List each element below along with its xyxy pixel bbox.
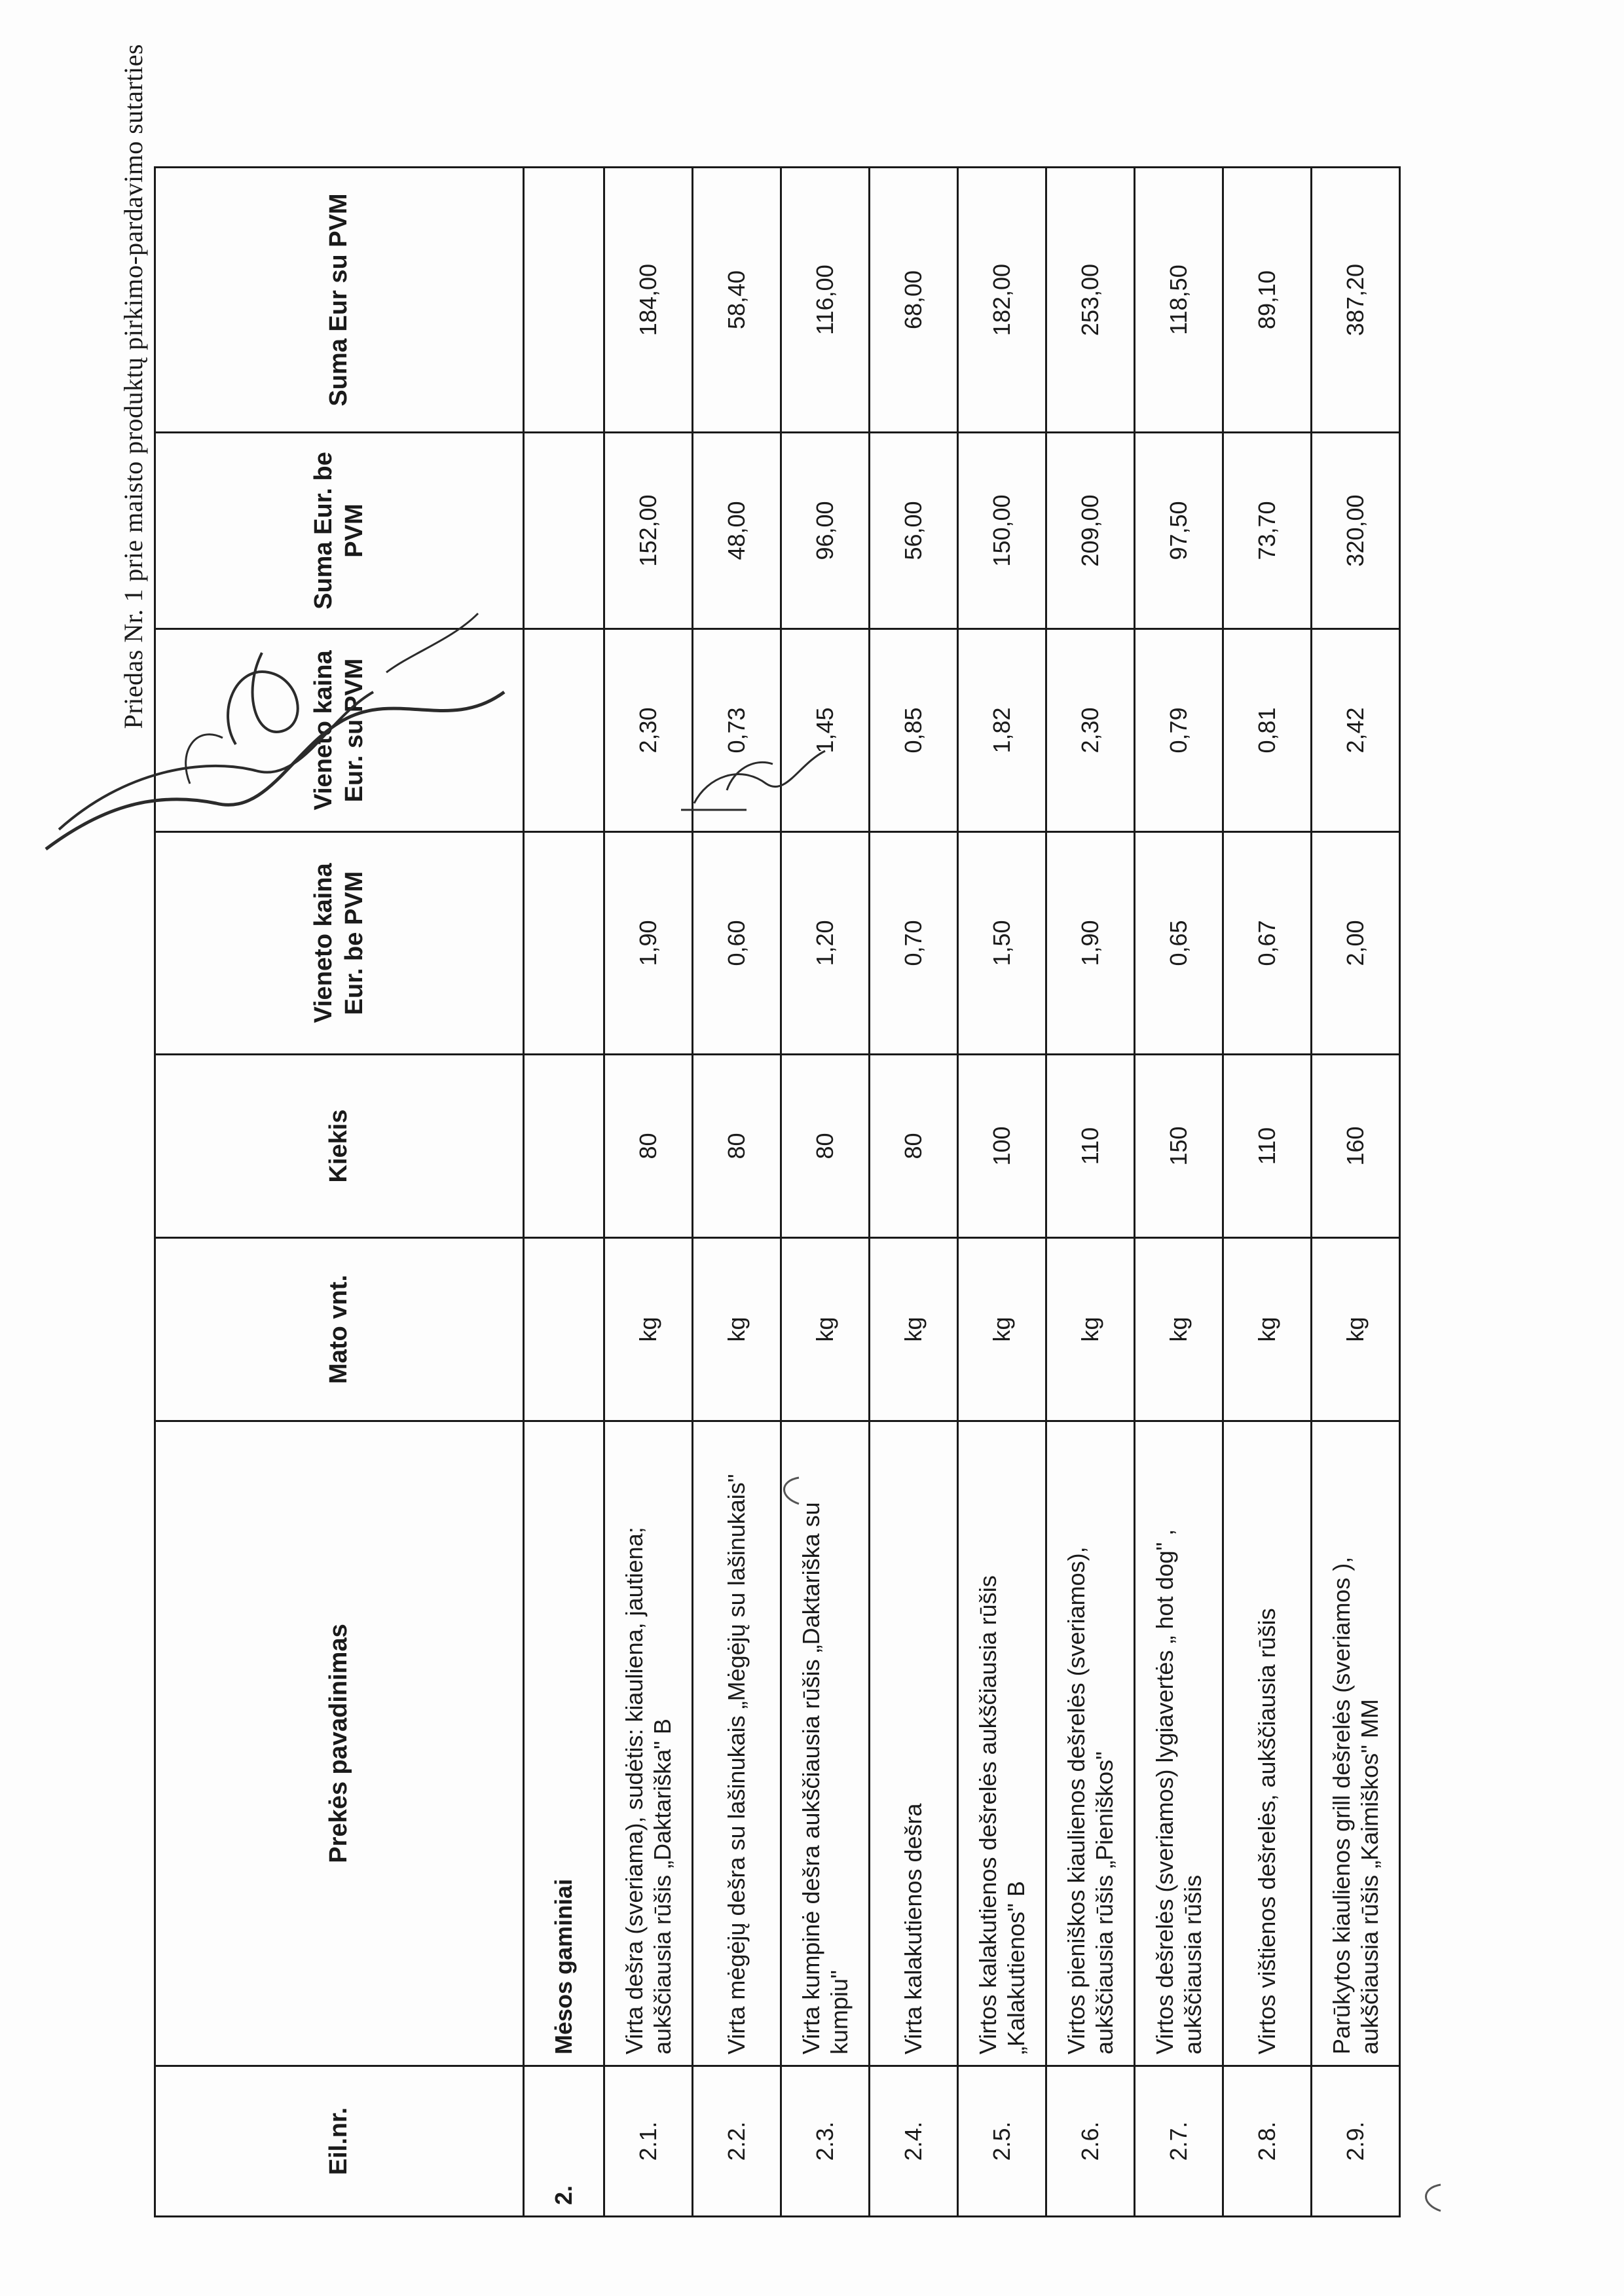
section-empty-cell — [524, 433, 604, 629]
header-sum-excl-vat: Suma Eur. be PVM — [155, 433, 524, 629]
item-unit-price-excl-vat: 0,60 — [693, 832, 781, 1055]
item-qty: 110 — [1046, 1055, 1135, 1238]
header-qty: Kiekis — [155, 1055, 524, 1238]
item-unit: kg — [604, 1238, 693, 1421]
item-sum-excl-vat: 150,00 — [958, 433, 1046, 629]
header-sum-incl-vat: Suma Eur su PVM — [155, 168, 524, 433]
item-qty: 80 — [781, 1055, 870, 1238]
item-sum-incl-vat: 118,50 — [1135, 168, 1223, 433]
item-unit-price-excl-vat: 1,90 — [1046, 832, 1135, 1055]
item-nr: 2.6. — [1046, 2066, 1135, 2217]
item-unit-price-incl-vat: 0,73 — [693, 629, 781, 832]
section-row — [524, 168, 604, 2217]
item-qty: 150 — [1135, 1055, 1223, 1238]
header-nr: Eil.nr. — [155, 2066, 524, 2217]
section-empty-cell — [524, 1055, 604, 1238]
item-unit-price-excl-vat: 2,00 — [1312, 832, 1400, 1055]
item-sum-excl-vat: 48,00 — [693, 433, 781, 629]
item-qty: 80 — [693, 1055, 781, 1238]
item-qty: 160 — [1312, 1055, 1400, 1238]
item-unit-price-excl-vat: 0,65 — [1135, 832, 1223, 1055]
item-name: Virtos kalakutienos dešrelės aukščiausia rūšis „Kalakutienos" B — [958, 1421, 1046, 2066]
table-row — [781, 168, 870, 2217]
item-sum-excl-vat: 97,50 — [1135, 433, 1223, 629]
section-nr: 2. — [524, 2066, 604, 2217]
pen-mark — [773, 1471, 812, 1510]
item-unit-price-incl-vat: 2,30 — [604, 629, 693, 832]
item-unit: kg — [1223, 1238, 1312, 1421]
item-nr: 2.8. — [1223, 2066, 1312, 2217]
item-unit-price-incl-vat: 0,81 — [1223, 629, 1312, 832]
item-unit-price-excl-vat: 0,70 — [870, 832, 958, 1055]
item-qty: 100 — [958, 1055, 1046, 1238]
header-unit-price-incl-vat: Vieneto kaina Eur. su PVM — [155, 629, 524, 832]
item-unit-price-incl-vat: 0,79 — [1135, 629, 1223, 832]
item-sum-incl-vat: 182,00 — [958, 168, 1046, 433]
item-name: Virta kumpinė dešra aukščiausia rūšis „Daktariška su kumpiu" — [781, 1421, 870, 2066]
item-nr: 2.5. — [958, 2066, 1046, 2217]
item-unit: kg — [1046, 1238, 1135, 1421]
table-row — [1223, 168, 1312, 2217]
item-nr: 2.2. — [693, 2066, 781, 2217]
item-name: Parūkytos kiaulienos grill dešrelės (sveriamos ), aukščiausia rūšis „Kaimiškos" MM — [1312, 1421, 1400, 2066]
item-sum-excl-vat: 96,00 — [781, 433, 870, 629]
item-qty: 80 — [604, 1055, 693, 1238]
item-sum-incl-vat: 116,00 — [781, 168, 870, 433]
pen-mark — [1414, 2178, 1454, 2217]
item-unit: kg — [870, 1238, 958, 1421]
header-unit: Mato vnt. — [155, 1238, 524, 1421]
item-unit-price-incl-vat: 2,42 — [1312, 629, 1400, 832]
item-unit-price-incl-vat: 1,45 — [781, 629, 870, 832]
products-table — [154, 166, 1401, 2217]
item-unit: kg — [1312, 1238, 1400, 1421]
item-unit-price-excl-vat: 1,90 — [604, 832, 693, 1055]
table-row — [1135, 168, 1223, 2217]
item-sum-excl-vat: 152,00 — [604, 433, 693, 629]
signature-initials — [668, 731, 851, 823]
item-nr: 2.3. — [781, 2066, 870, 2217]
table-row — [870, 168, 958, 2217]
section-empty-cell — [524, 1238, 604, 1421]
item-sum-incl-vat: 68,00 — [870, 168, 958, 433]
item-sum-incl-vat: 58,40 — [693, 168, 781, 433]
section-title: Mėsos gaminiai — [524, 1421, 604, 2066]
item-unit: kg — [781, 1238, 870, 1421]
item-sum-incl-vat: 253,00 — [1046, 168, 1135, 433]
table-header-row — [155, 168, 524, 2217]
table-row — [693, 168, 781, 2217]
item-unit-price-excl-vat: 1,50 — [958, 832, 1046, 1055]
header-unit-price-excl-vat: Vieneto kaina Eur. be PVM — [155, 832, 524, 1055]
header-name: Prekės pavadinimas — [155, 1421, 524, 2066]
item-sum-incl-vat: 184,00 — [604, 168, 693, 433]
signature-main — [20, 600, 544, 888]
item-sum-excl-vat: 73,70 — [1223, 433, 1312, 629]
item-name: Virta mėgėjų dešra su lašinukais „Mėgėjų su lašinukais" — [693, 1421, 781, 2066]
item-qty: 110 — [1223, 1055, 1312, 1238]
item-name: Virtos pieniškos kiaulienos dešrelės (sveriamos), aukščiausia rūšis „Pieniškos" — [1046, 1421, 1135, 2066]
section-empty-cell — [524, 168, 604, 433]
item-nr: 2.1. — [604, 2066, 693, 2217]
item-name: Virta kalakutienos dešra — [870, 1421, 958, 2066]
item-nr: 2.9. — [1312, 2066, 1400, 2217]
item-unit: kg — [693, 1238, 781, 1421]
products-table-wrapper — [154, 168, 1470, 2217]
item-unit: kg — [958, 1238, 1046, 1421]
item-nr: 2.7. — [1135, 2066, 1223, 2217]
item-sum-excl-vat: 320,00 — [1312, 433, 1400, 629]
item-sum-excl-vat: 56,00 — [870, 433, 958, 629]
item-unit-price-incl-vat: 2,30 — [1046, 629, 1135, 832]
item-qty: 80 — [870, 1055, 958, 1238]
item-unit-price-incl-vat: 0,85 — [870, 629, 958, 832]
item-sum-incl-vat: 89,10 — [1223, 168, 1312, 433]
table-row — [1312, 168, 1400, 2217]
table-row — [604, 168, 693, 2217]
item-unit-price-excl-vat: 1,20 — [781, 832, 870, 1055]
annex-title: Priedas Nr. 1 prie maisto produktų pirkimo-pardavimo sutarties — [119, 44, 148, 729]
item-sum-excl-vat: 209,00 — [1046, 433, 1135, 629]
table-row — [1046, 168, 1135, 2217]
item-name: Virta dešra (sveriama), sudėtis: kiauliena, jautiena; aukščiausia rūšis „Daktariška" B — [604, 1421, 693, 2066]
item-name: Virtos vištienos dešrelės, aukščiausia rūšis — [1223, 1421, 1312, 2066]
item-unit-price-excl-vat: 0,67 — [1223, 832, 1312, 1055]
item-unit-price-incl-vat: 1,82 — [958, 629, 1046, 832]
item-nr: 2.4. — [870, 2066, 958, 2217]
item-name: Virtos dešrelės (sveriamos) lygiavertės „ hot dog" , aukščiausia rūšis — [1135, 1421, 1223, 2066]
item-unit: kg — [1135, 1238, 1223, 1421]
table-row — [958, 168, 1046, 2217]
item-sum-incl-vat: 387,20 — [1312, 168, 1400, 433]
